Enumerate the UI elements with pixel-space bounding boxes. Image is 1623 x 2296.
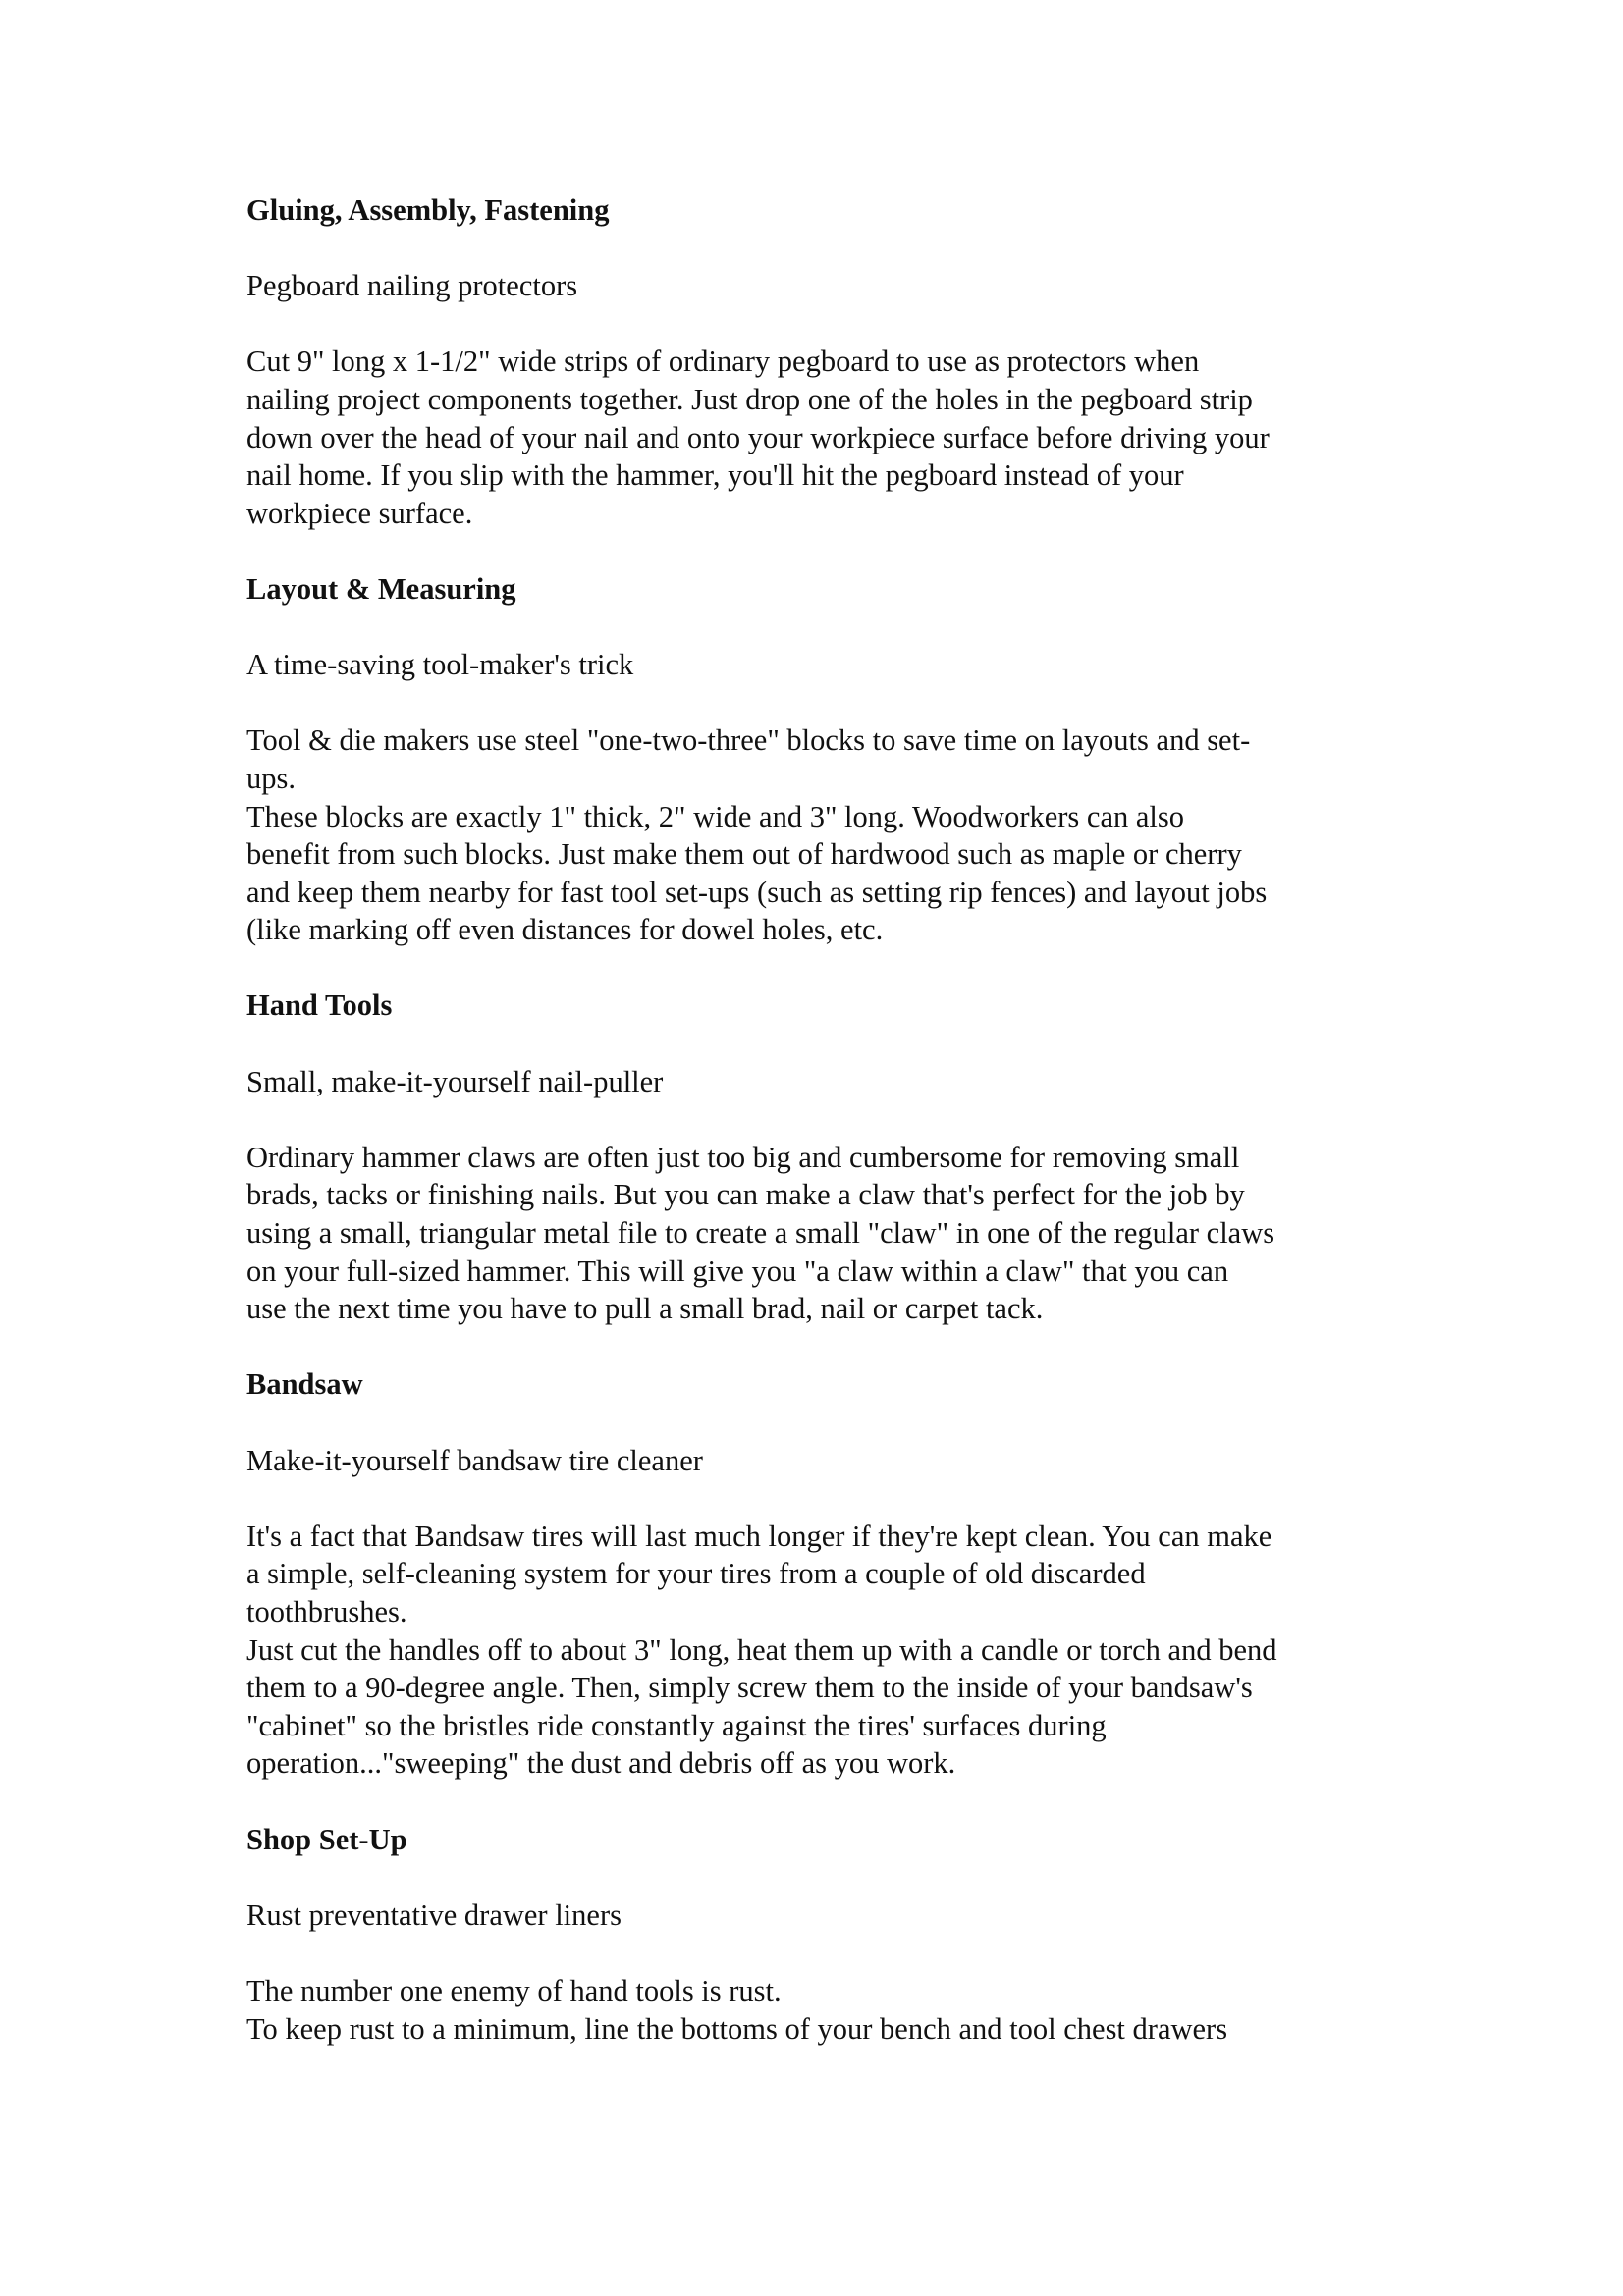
tip-body [246,1139,1405,1328]
body-line: operation..."sweeping" the dust and debris off as you work. [246,1746,956,1781]
section-heading: Layout & Measuring [246,571,516,606]
tip-title: Make-it-yourself bandsaw tire cleaner [246,1443,703,1477]
body-line: Tool & die makers use steel "one-two-three" blocks to save time on layouts and set- [246,723,1251,758]
tip-title: Small, make-it-yourself nail-puller [246,1064,664,1098]
section-heading: Hand Tools [246,988,393,1023]
body-line: and keep them nearby for fast tool set-ups (such as setting rip fences) and layout jobs [246,875,1268,909]
body-line: benefit from such blocks. Just make them out of hardwood such as maple or cherry [246,837,1242,872]
tip-body [246,343,1405,532]
body-line: toothbrushes. [246,1594,407,1629]
body-line: Ordinary hammer claws are often just too big and cumbersome for removing small [246,1140,1240,1174]
tip-title: Pegboard nailing protectors [246,269,578,303]
body-line: using a small, triangular metal file to create a small "claw" in one of the regular claws [246,1216,1275,1251]
body-line: The number one enemy of hand tools is rust. [246,1973,782,2007]
body-line: To keep rust to a minimum, line the bottoms of your bench and tool chest drawers [246,2011,1228,2046]
tip-body [246,1518,1405,1783]
section-hand-tools [246,987,1405,1365]
body-line: ups. [246,761,296,795]
tip-title: A time-saving tool-maker's trick [246,648,634,682]
body-line: use the next time you have to pull a small brad, nail or carpet tack. [246,1292,1044,1326]
section-bandsaw [246,1365,1405,1820]
tip-body [246,721,1405,949]
tip-body [246,1972,1405,2048]
body-line: workpiece surface. [246,496,473,530]
body-line: nail home. If you slip with the hammer, you'll hit the pegboard instead of your [246,458,1184,493]
body-line: Just cut the handles off to about 3" long, heat them up with a candle or torch and bend [246,1632,1277,1667]
body-line: down over the head of your nail and onto your workpiece surface before driving your [246,420,1270,454]
body-line: (like marking off even distances for dowel holes, etc. [246,913,884,947]
body-line: nailing project components together. Just drop one of the holes in the pegboard strip [246,382,1253,416]
body-line: them to a 90-degree angle. Then, simply screw them to the inside of your bandsaw's [246,1671,1253,1705]
body-line: "cabinet" so the bristles ride constantly against the tires' surfaces during [246,1708,1107,1742]
section-shop-set-up [246,1821,1405,2049]
tip-title: Rust preventative drawer liners [246,1897,622,1932]
body-line: These blocks are exactly 1" thick, 2" wide and 3" long. Woodworkers can also [246,799,1185,833]
body-line: on your full-sized hammer. This will give you "a claw within a claw" that you can [246,1254,1229,1288]
section-heading: Shop Set-Up [246,1822,407,1856]
body-line: brads, tacks or finishing nails. But you can make a claw that's perfect for the job by [246,1178,1245,1212]
section-heading: Gluing, Assembly, Fastening [246,193,610,227]
section-gluing-assembly-fastening [246,191,1405,570]
body-line: Cut 9" long x 1-1/2" wide strips of ordinary pegboard to use as protectors when [246,345,1200,379]
section-layout-measuring [246,570,1405,988]
document-page [246,191,1405,2048]
body-line: a simple, self-cleaning system for your tires from a couple of old discarded [246,1557,1146,1591]
body-line: It's a fact that Bandsaw tires will last much longer if they're kept clean. You can make [246,1519,1272,1553]
section-heading: Bandsaw [246,1367,363,1402]
